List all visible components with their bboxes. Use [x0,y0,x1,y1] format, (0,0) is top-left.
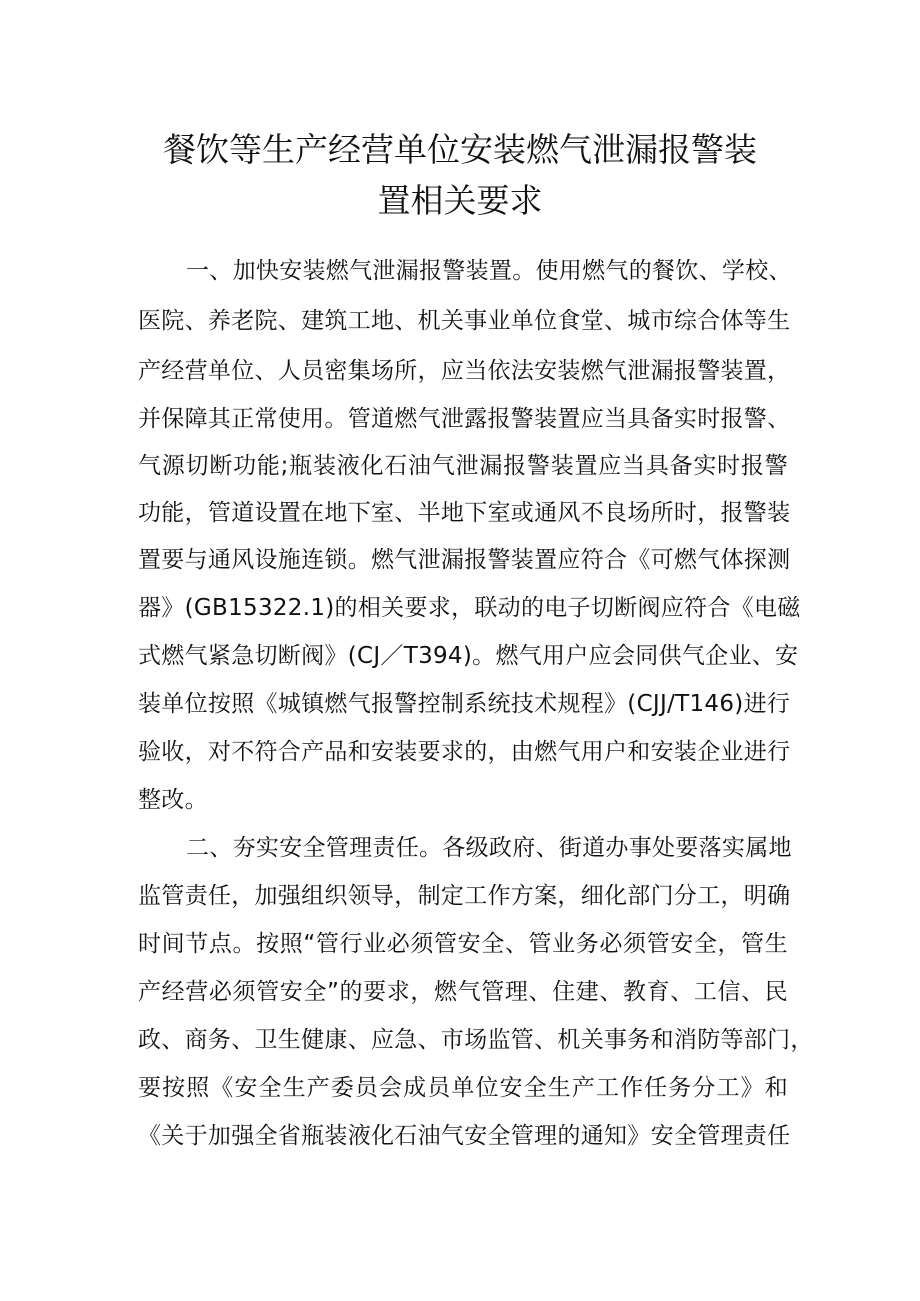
paragraph-2-line: 《关于加强全省瓶装液化石油气安全管理的通知》安全管理责任 [138,1123,791,1149]
paragraph-1-line: 式燃气紧急切断阀》(CJ／T394)。燃气用户应会同供气企业、安 [138,643,799,669]
paragraph-1-line: 验收，对不符合产品和安装要求的，由燃气用户和安装企业进行 [138,739,791,765]
paragraph-1-line: 一、加快安装燃气泄漏报警装置。使用燃气的餐饮、学校、 [186,258,792,284]
paragraph-1-line: 功能，管道设置在地下室、半地下室或通风不良场所时，报警装 [138,500,791,526]
paragraph-1-line: 器》(GB15322.1)的相关要求，联动的电子切断阀应符合《电磁 [138,595,801,621]
paragraph-1-line: 装单位按照《城镇燃气报警控制系统技术规程》(CJJ/T146)进行 [138,691,791,717]
paragraph-1-line: 医院、养老院、建筑工地、机关事业单位食堂、城市综合体等生 [138,308,791,334]
paragraph-1-line: 整改。 [138,787,208,813]
paragraph-2-line: 要按照《安全生产委员会成员单位安全生产工作任务分工》和 [138,1075,788,1101]
paragraph-2-line: 产经营必须管安全”的要求，燃气管理、住建、教育、工信、民 [138,979,788,1005]
paragraph-2-line: 监管责任，加强组织领导，制定工作方案，细化部门分工，明确 [138,883,791,909]
paragraph-1-line: 气源切断功能;瓶装液化石油气泄漏报警装置应当具备实时报警 [138,453,788,479]
paragraph-2-line: 二、夯实安全管理责任。各级政府、街道办事处要落实属地 [186,835,792,861]
paragraph-1-line: 并保障其正常使用。管道燃气泄露报警装置应当具备实时报警、 [138,406,791,432]
paragraph-1-line: 产经营单位、人员密集场所，应当依法安装燃气泄漏报警装置， [138,358,791,384]
paragraph-2-line: 政、商务、卫生健康、应急、市场监管、机关事务和消防等部门， [138,1027,814,1053]
paragraph-1-line: 置要与通风设施连锁。燃气泄漏报警装置应符合《可燃气体探测 [138,547,791,573]
paragraph-2-line: 时间节点。按照“管行业必须管安全、管业务必须管安全，管生 [138,931,788,957]
document-title-line-1: 餐饮等生产经营单位安装燃气泄漏报警装 [163,130,757,169]
document-title-line-2: 置相关要求 [377,181,543,220]
